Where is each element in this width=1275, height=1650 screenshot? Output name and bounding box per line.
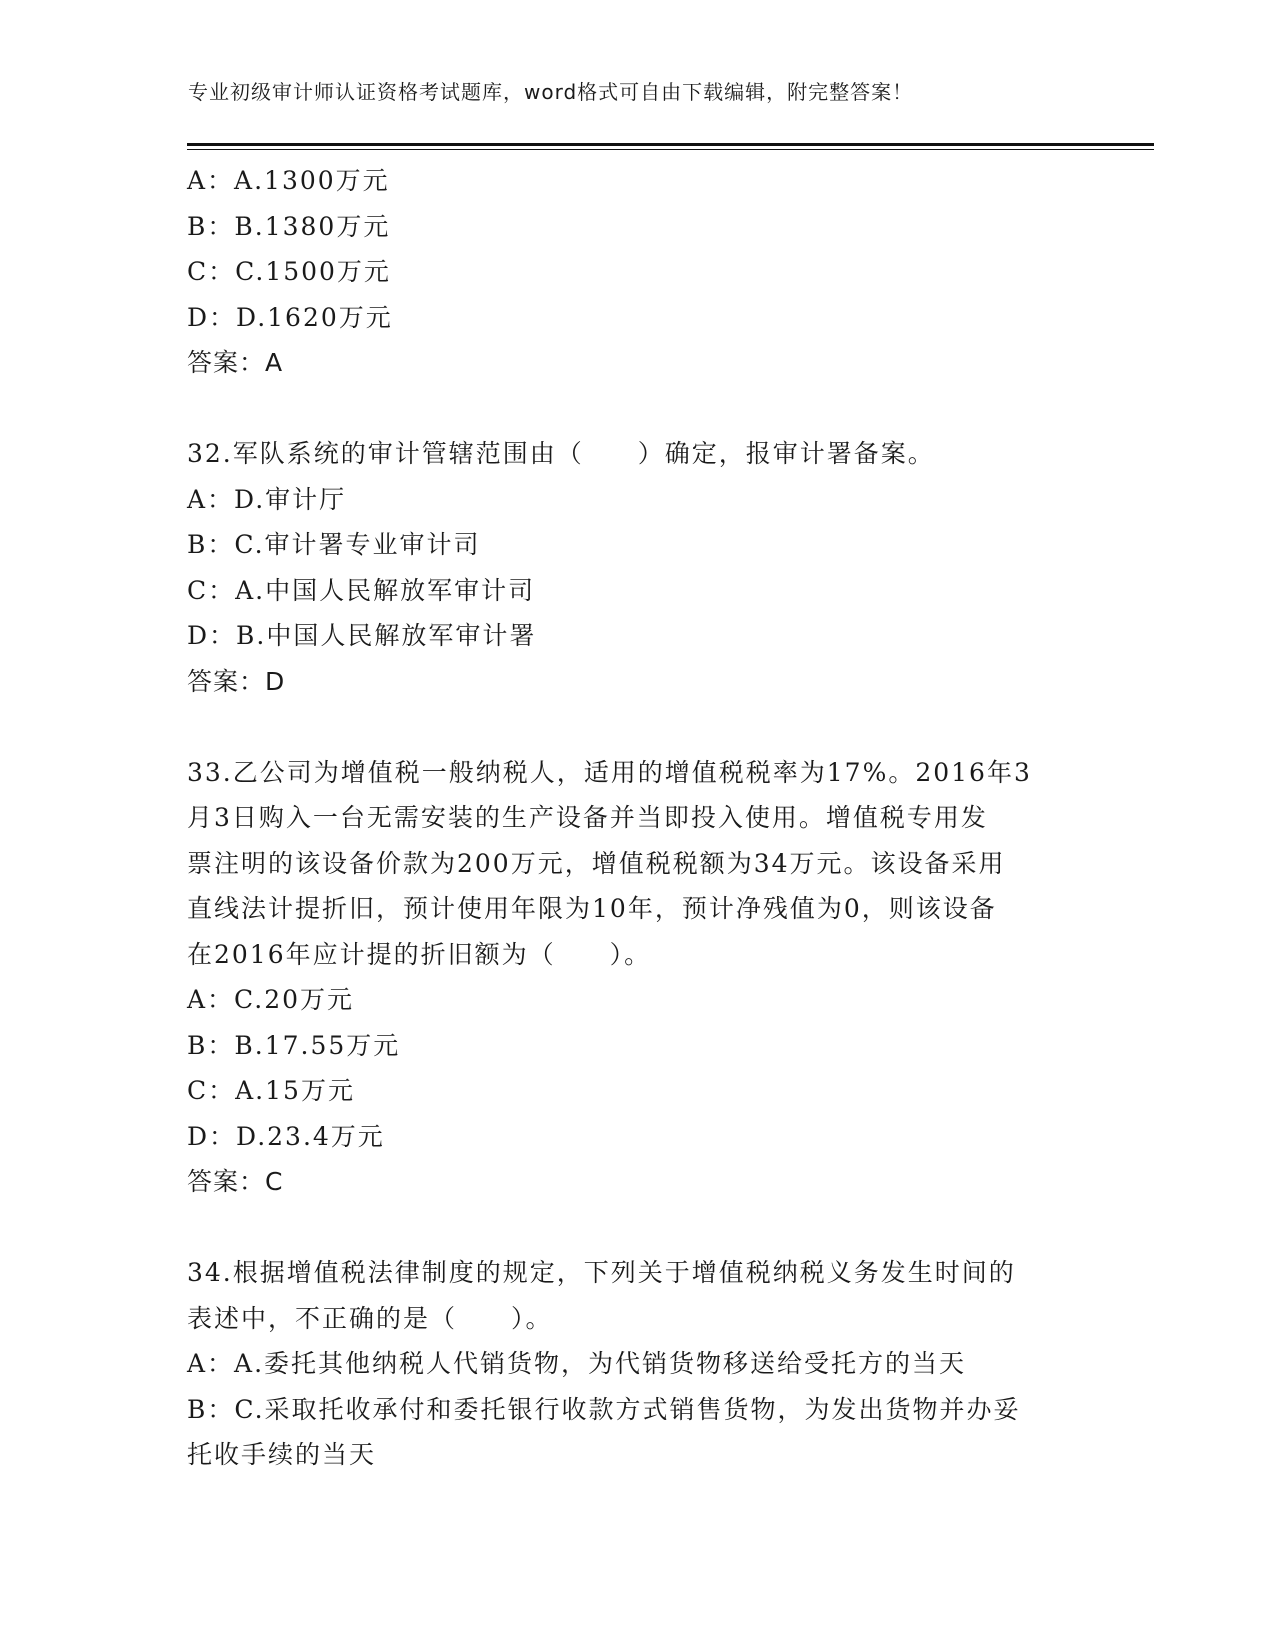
q34-option-b-continued: 托收手续的当天 <box>187 1440 377 1469</box>
question-33 <box>187 750 1087 1205</box>
spacer <box>187 1205 1087 1251</box>
page-header-text: 专业初级审计师认证资格考试题库，word格式可自由下载编辑，附完整答案！ <box>188 80 914 104</box>
q33-option-d: D：D.23.4万元 <box>187 1121 385 1151</box>
q31-answer: 答案：A <box>187 348 284 377</box>
question-31 <box>187 158 1087 386</box>
q34-option-a: A：A.委托其他纳税人代销货物，为代销货物移送给受托方的当天 <box>187 1349 967 1378</box>
q33-option-b: B：B.17.55万元 <box>187 1030 401 1060</box>
header-rule-thick <box>187 143 1154 146</box>
spacer <box>187 386 1087 432</box>
q33-answer: 答案：C <box>187 1167 284 1196</box>
q33-option-a: A：C.20万元 <box>187 985 355 1014</box>
q32-option-b: B：C.审计署专业审计司 <box>187 530 481 559</box>
q33-stem-line: 在2016年应计提的折旧额为（ ）。 <box>187 939 652 969</box>
q31-option-b: B：B.1380万元 <box>187 211 391 241</box>
q31-option-c: C：C.1500万元 <box>187 257 391 286</box>
q32-option-c: C：A.中国人民解放军审计司 <box>187 575 536 605</box>
q33-stem-line: 直线法计提折旧，预计使用年限为10年，预计净残值为0，则该设备 <box>187 894 997 923</box>
q31-option-a: A：A.1300万元 <box>187 166 390 195</box>
question-34 <box>187 1250 1087 1478</box>
q32-stem-line: 32.军队系统的审计管辖范围由（ ）确定，报审计署备案。 <box>187 439 935 468</box>
question-list <box>187 158 1087 1478</box>
q31-option-d: D：D.1620万元 <box>187 302 393 332</box>
question-32 <box>187 431 1087 704</box>
q34-stem-line: 表述中，不正确的是（ ）。 <box>187 1303 553 1333</box>
q32-option-d: D：B.中国人民解放军审计署 <box>187 621 537 650</box>
q33-stem-line: 票注明的该设备价款为200万元，增值税税额为34万元。该设备采用 <box>187 848 1006 878</box>
q33-stem-line: 33.乙公司为增值税一般纳税人，适用的增值税税率为17%。2016年3 <box>187 757 1032 787</box>
q32-option-a: A：D.审计厅 <box>187 484 347 514</box>
q34-stem-line: 34.根据增值税法律制度的规定，下列关于增值税纳税义务发生时间的 <box>187 1258 1016 1287</box>
spacer <box>187 704 1087 750</box>
q32-answer: 答案：D <box>187 666 286 696</box>
q33-stem-line: 月3日购入一台无需安装的生产设备并当即投入使用。增值税专用发 <box>187 803 988 832</box>
q34-option-b: B：C.采取托收承付和委托银行收款方式销售货物，为发出货物并办妥 <box>187 1394 1021 1424</box>
q33-option-c: C：A.15万元 <box>187 1076 355 1105</box>
header-rule-thin <box>187 149 1154 150</box>
